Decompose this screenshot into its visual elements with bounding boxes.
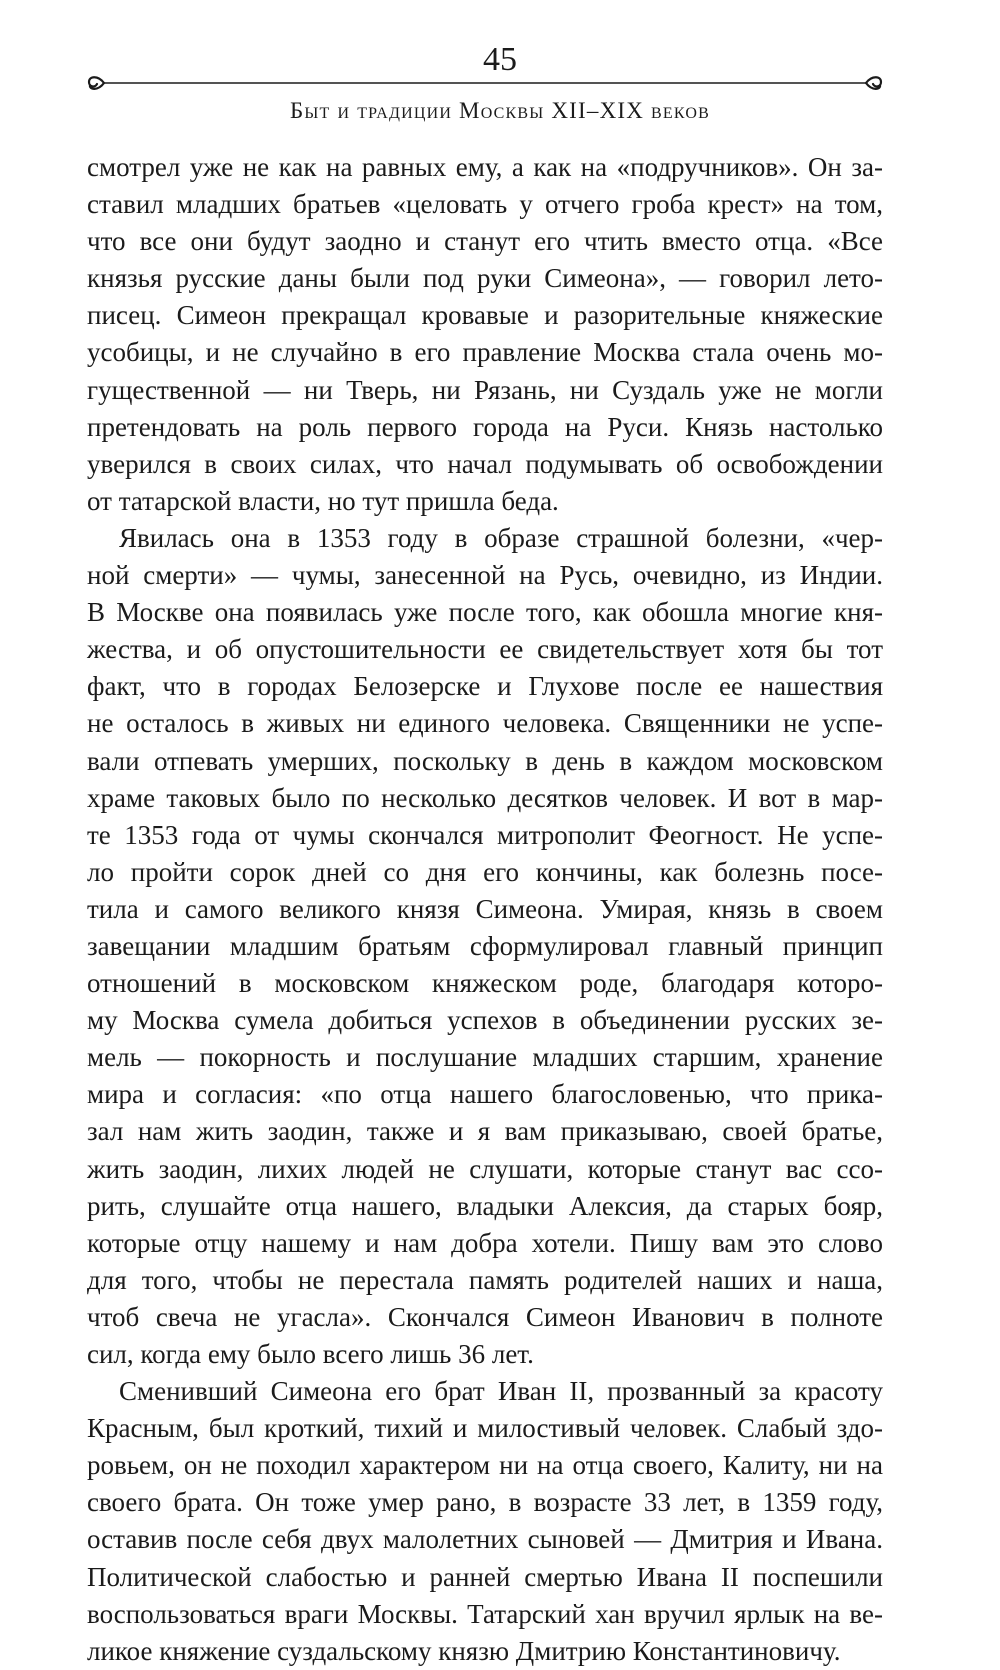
page-number: 45 [483, 41, 517, 78]
text-line: храме таковых было по несколько десятков человек. И вот в мар- [87, 782, 883, 813]
text-line: тила и самого великого князя Симеона. Умирая, князь в своем [87, 893, 883, 924]
paragraph [87, 149, 883, 520]
curl-ornament-icon [89, 77, 104, 89]
text-line: ровьем, он не походил характером ни на отца своего, Калиту, ни на [87, 1450, 883, 1481]
text-line: своего брата. Он тоже умер рано, в возрасте 33 лет, в 1359 году, [87, 1487, 883, 1518]
text-line: писец. Симеон прекращал кровавые и разорительные княжеские [87, 300, 883, 331]
text-line: ликое княжение суздальскому князю Дмитрию Константиновичу. [87, 1635, 841, 1666]
text-line: му Москва сумела добиться успехов в объединении русских зе- [87, 1005, 883, 1036]
header-rule [86, 70, 884, 96]
text-line: В Москве она появилась уже после того, как обошла многие кня- [87, 597, 883, 628]
text-line: оставив после себя двух малолетних сыновей — Дмитрия и Ивана. [87, 1524, 883, 1555]
running-head: Быт и традиции Москвы XII–XIX веков [290, 98, 710, 123]
text-line: смотрел уже не как на равных ему, а как на «подручников». Он за- [87, 152, 883, 182]
body-text [87, 149, 883, 1670]
text-line: рить, слушайте отца нашего, владыки Алексия, да старых бояр, [87, 1190, 883, 1221]
text-line: завещании младшим братьям сформулировал главный принцип [87, 930, 883, 961]
text-line: гущественной — ни Тверь, ни Рязань, ни Суздаль уже не могли [87, 374, 883, 405]
text-line: уверился в своих силах, что начал подумывать об освобождении [87, 448, 883, 479]
text-line: претендовать на роль первого города на Руси. Князь настолько [87, 411, 883, 442]
text-line: воспользоваться враги Москвы. Татарский хан вручил ярлык на ве- [87, 1598, 883, 1629]
text-line: усобицы, и не случайно в его правление Москва стала очень мо- [87, 337, 883, 368]
curl-ornament-icon [866, 77, 881, 89]
text-line: зал нам жить заодин, также и я вам приказываю, своей братье, [87, 1116, 883, 1147]
text-line: те 1353 года от чумы скончался митрополит Феогност. Не успе- [87, 819, 883, 850]
text-line: от татарской власти, но тут пришла беда. [87, 485, 559, 516]
paragraph [87, 1373, 883, 1670]
text-line: мира и согласия: «по отца нашего благословенью, что прика- [87, 1079, 883, 1110]
text-line: отношений в московском княжеском роде, благодаря которо- [87, 968, 883, 999]
text-line: что все они будут заодно и станут его чтить вместо отца. «Все [87, 226, 883, 257]
text-line: Сменивший Симеона его брат Иван II, прозванный за красоту [119, 1376, 883, 1407]
text-line: мель — покорность и послушание младших старшим, хранение [87, 1042, 883, 1073]
text-line: чтоб свеча не угасла». Скончался Симеон Иванович в полноте [87, 1301, 883, 1332]
text-line: ставил младших братьев «целовать у отчего гроба крест» на том, [87, 189, 883, 220]
text-line: которые отцу нашему и нам добра хотели. Пишу вам это слово [87, 1227, 883, 1258]
text-line: князья русские даны были под руки Симеона», — говорил лето- [87, 263, 883, 294]
text-line: не осталось в живых ни единого человека. Священники не успе- [87, 708, 883, 739]
text-line: для того, чтобы не перестала память родителей наших и наша, [87, 1264, 883, 1295]
paragraph [87, 520, 883, 1373]
text-line: жества, и об опустошительности ее свидетельствует хотя бы тот [87, 634, 883, 665]
text-line: вали отпевать умерших, поскольку в день в каждом московском [87, 745, 883, 776]
text-line: ло пройти сорок дней со дня его кончины, как болезнь посе- [87, 856, 883, 887]
text-line: Политической слабостью и ранней смертью Ивана II поспешили [87, 1561, 883, 1592]
text-line: факт, что в городах Белозерске и Глухове после ее нашествия [87, 671, 883, 702]
text-line: Красным, был кроткий, тихий и милостивый человек. Слабый здо- [87, 1413, 883, 1444]
text-line: сил, когда ему было всего лишь 36 лет. [87, 1339, 534, 1369]
text-line: ной смерти» — чумы, занесенной на Русь, очевидно, из Индии. [87, 560, 883, 591]
text-line: Явилась она в 1353 году в образе страшной болезни, «чер- [119, 522, 883, 553]
text-line: жить заодин, лихих людей не слушати, которые станут вас ссо- [87, 1153, 883, 1184]
